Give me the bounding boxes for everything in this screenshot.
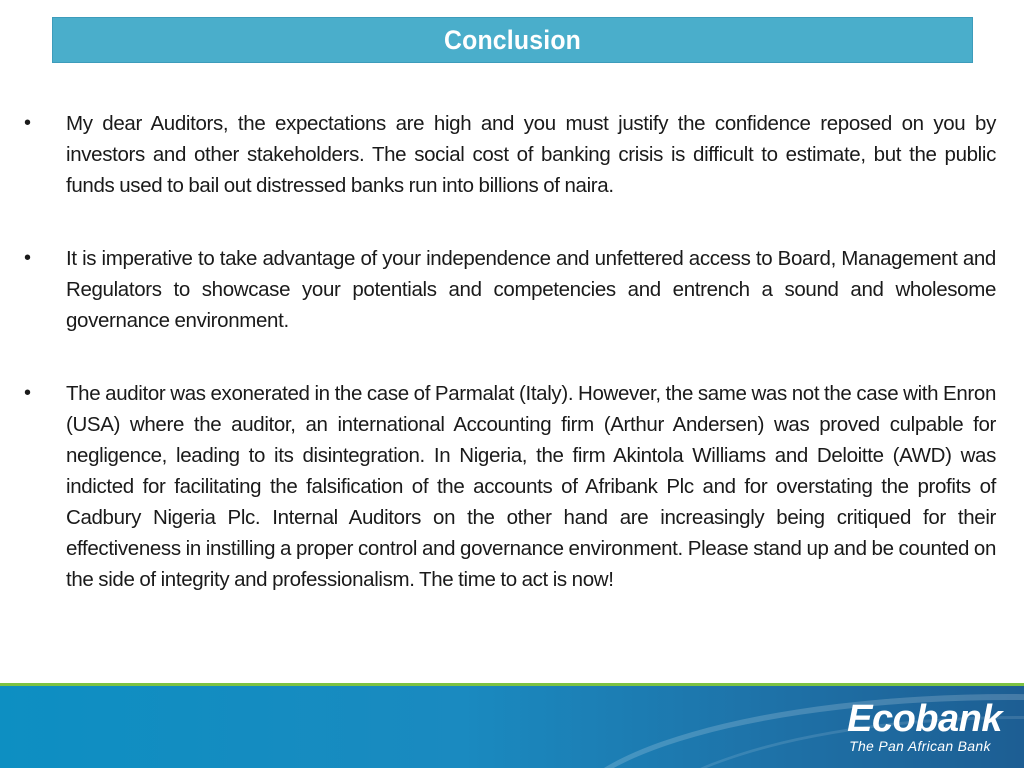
slide-body [24,108,996,595]
bullet-text: It is imperative to take advantage of your independence and unfettered access to Board, Management and Regulators to showcase your potentials and competencies and entrench a sound and wholesome governance environment. [66,247,996,332]
slide-title-bar [52,17,973,63]
logo-tagline: The Pan African Bank [849,738,991,754]
bullet-text: My dear Auditors, the expectations are high and you must justify the confidence reposed on you by investors and other stakeholders. The social cost of banking crisis is difficult to estimate, but the public funds used to bail out distressed banks run into billions of naira. [66,112,996,197]
bullet-text: The auditor was exonerated in the case of Parmalat (Italy). However, the same was not the case with Enron (USA) where the auditor, an international Accounting firm (Arthur Andersen) was proved culpable for negligence, leading to its disintegration. In Nigeria, the firm Akintola Williams and Deloitte (AWD) was indicted for facilitating the falsification of the accounts of Afribank Plc and for overstating the profits of Cadbury Nigeria Plc. Internal Auditors on the other hand are increasingly being critiqued for their effectiveness in instilling a proper control and governance environment. Please stand up and be counted on the side of integrity and professionalism. The time to act is now! [66,382,996,591]
bullet-item-2 [24,243,996,336]
bullet-marker: • [24,112,32,134]
logo-wordmark: Ecobank [847,698,1002,740]
bullet-marker: • [24,247,32,269]
bullet-marker: • [24,382,32,404]
slide-footer [0,686,1024,768]
bullet-item-1 [24,108,996,201]
bullet-item-3 [24,378,996,595]
slide-title: Conclusion [443,24,582,55]
ecobank-logo [847,700,1002,754]
